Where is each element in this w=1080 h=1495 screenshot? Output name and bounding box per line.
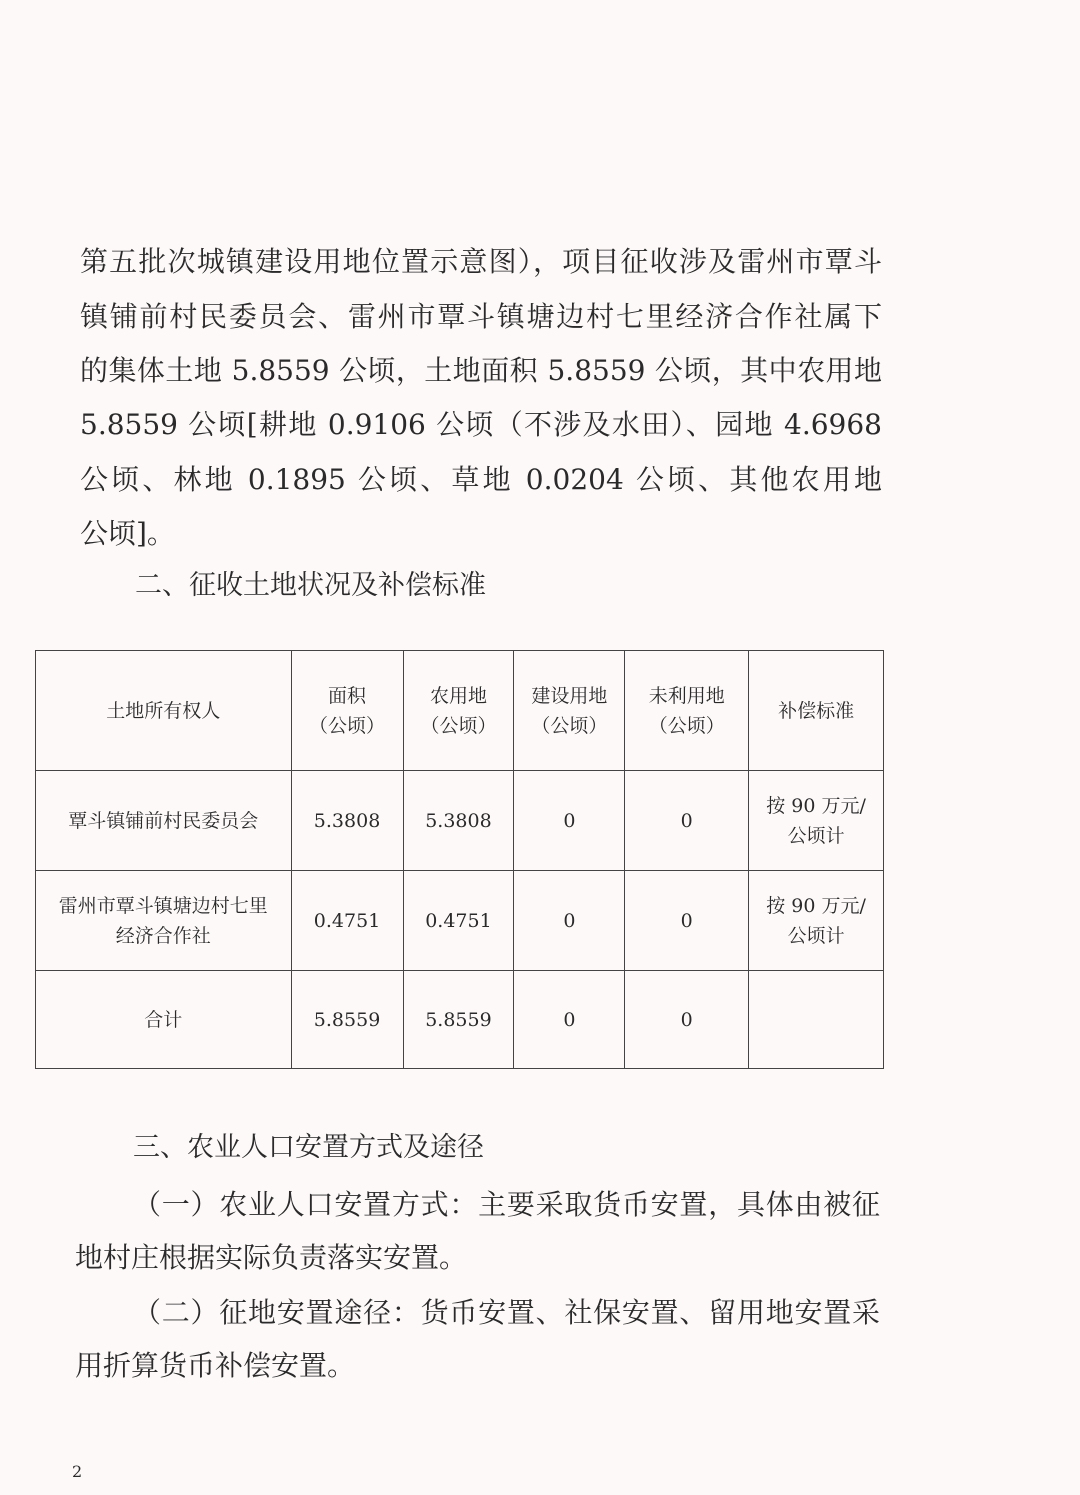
table-header-row [36, 651, 884, 771]
owner-cell: 雷州市覃斗镇塘边村七里 经济合作社 [36, 871, 292, 971]
unused-cell: 0 [625, 871, 749, 971]
build-cell: 0 [514, 771, 625, 871]
standard-cell: 按 90 万元/ 公顷计 [749, 871, 884, 971]
paragraph-line: （二）征地安置途径：货币安置、社保安置、留用地安置采 [133, 1296, 880, 1329]
area-cell: 5.3808 [291, 771, 403, 871]
standard-cell [749, 971, 884, 1069]
paragraph-line: 用折算货币补偿安置。 [75, 1349, 356, 1382]
section-heading-3: 三、农业人口安置方式及途径 [133, 1132, 484, 1163]
farm-cell: 0.4751 [403, 871, 514, 971]
header-cell: 未利用地 （公顷） [625, 651, 749, 771]
paragraph-line: 镇铺前村民委员会、雷州市覃斗镇塘边村七里经济合作社属下 [80, 300, 882, 333]
paragraph-line: 公顷、林地 0.1895 公顷、草地 0.0204 公顷、其他农用地 [80, 463, 882, 496]
owner-cell: 合计 [36, 971, 292, 1069]
page-number: 2 [72, 1462, 83, 1481]
paragraph-line: （一）农业人口安置方式：主要采取货币安置，具体由被征 [133, 1188, 880, 1221]
header-cell: 土地所有权人 [36, 651, 292, 771]
paragraph-line: 地村庄根据实际负责落实安置。 [75, 1241, 468, 1274]
header-cell: 农用地 （公顷） [403, 651, 514, 771]
paragraph-line: 的集体土地 5.8559 公顷，土地面积 5.8559 公顷，其中农用地 [80, 354, 882, 387]
land-compensation-table [35, 650, 884, 1069]
unused-cell: 0 [625, 971, 749, 1069]
paragraph-line: 第五批次城镇建设用地位置示意图），项目征收涉及雷州市覃斗 [80, 245, 882, 278]
header-cell: 补偿标准 [749, 651, 884, 771]
farm-cell: 5.8559 [403, 971, 514, 1069]
table-row [36, 771, 884, 871]
owner-cell: 覃斗镇铺前村民委员会 [36, 771, 292, 871]
paragraph-line: 5.8559 公顷[耕地 0.9106 公顷（不涉及水田）、园地 4.6968 [80, 408, 882, 441]
farm-cell: 5.3808 [403, 771, 514, 871]
paragraph-line: 公顷]。 [80, 517, 175, 550]
build-cell: 0 [514, 871, 625, 971]
standard-cell: 按 90 万元/ 公顷计 [749, 771, 884, 871]
section-heading-2: 二、征收土地状况及补偿标准 [135, 570, 486, 601]
table-row [36, 871, 884, 971]
unused-cell: 0 [625, 771, 749, 871]
area-cell: 0.4751 [291, 871, 403, 971]
build-cell: 0 [514, 971, 625, 1069]
area-cell: 5.8559 [291, 971, 403, 1069]
header-cell: 建设用地 （公顷） [514, 651, 625, 771]
header-cell: 面积 （公顷） [291, 651, 403, 771]
table-total-row [36, 971, 884, 1069]
